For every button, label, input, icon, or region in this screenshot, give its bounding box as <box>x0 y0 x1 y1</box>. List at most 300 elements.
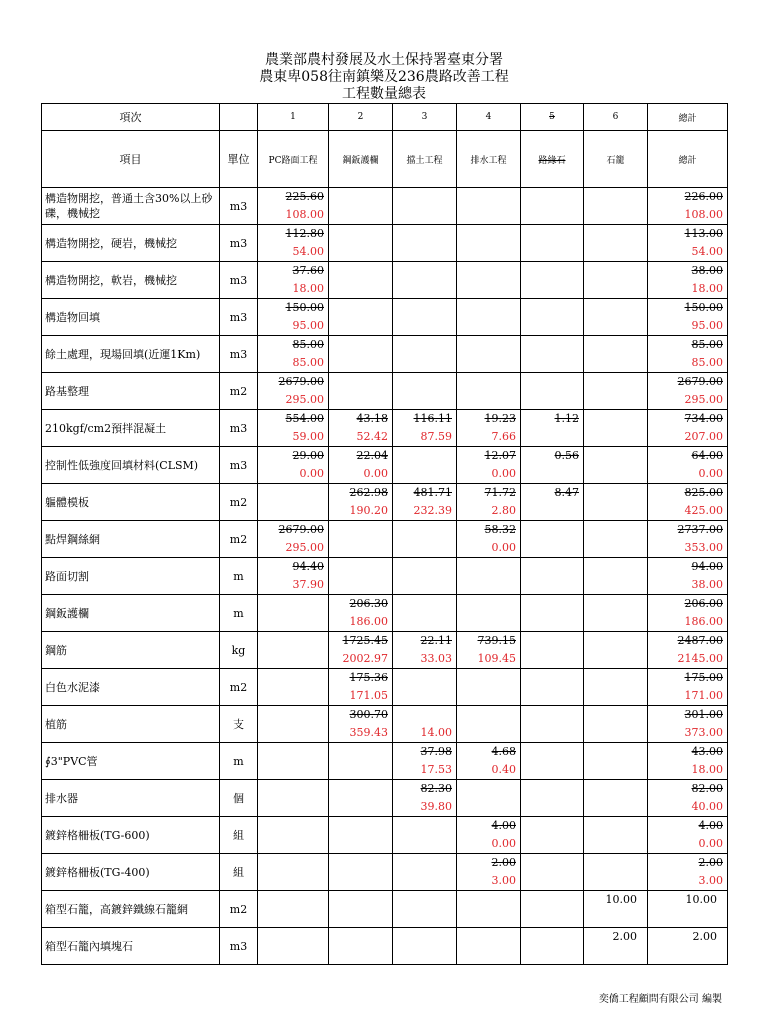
cell-old-value <box>521 299 583 317</box>
cell-c1 <box>258 410 329 447</box>
cell-c5 <box>521 558 584 595</box>
table-row <box>42 891 728 928</box>
cell-c1 <box>258 595 329 632</box>
header-col-4: 排水工程 <box>457 131 521 188</box>
cell-new-value <box>329 576 392 594</box>
cell-old-value: 226.00 <box>684 190 723 203</box>
cell-new-value <box>584 761 647 779</box>
cell-new-value <box>329 206 392 224</box>
cell-new-value <box>584 465 647 483</box>
cell-new-value <box>329 835 392 853</box>
row-item-name: 控制性低強度回填材料(CLSM) <box>42 447 220 484</box>
row-item-name: 白色水泥漆 <box>42 669 220 706</box>
cell-c5 <box>521 373 584 410</box>
cell-new-value: 0.00 <box>363 467 388 480</box>
cell-new-value: 37.90 <box>292 578 324 591</box>
cell-old-value <box>457 225 520 243</box>
cell-c1 <box>258 336 329 373</box>
cell-new-value: 3.00 <box>698 874 723 887</box>
cell-new-value: 40.00 <box>691 800 723 813</box>
cell-c6 <box>584 558 648 595</box>
header-col-total: 總計 <box>648 131 728 188</box>
row-item-name: 構造物開挖，軟岩，機械挖 <box>42 262 220 299</box>
cell-new-value <box>258 835 328 853</box>
cell-old-value <box>584 743 647 761</box>
row-unit: m2 <box>220 891 258 928</box>
cell-old-value: 94.40 <box>292 560 324 573</box>
cell-old-value: 175.00 <box>684 671 723 684</box>
row-unit: m2 <box>220 484 258 521</box>
cell-old-value: 1725.45 <box>342 634 388 647</box>
cell-c3 <box>393 928 457 965</box>
cell-new-value <box>584 280 647 298</box>
cell-c1 <box>258 188 329 225</box>
cell-new-value <box>521 391 583 409</box>
cell-old-value <box>521 336 583 354</box>
cell-c6 <box>584 410 648 447</box>
cell-new-value <box>521 946 583 964</box>
cell-new-value <box>457 391 520 409</box>
row-unit: 組 <box>220 854 258 891</box>
cell-old-value <box>258 891 328 909</box>
cell-c3 <box>393 299 457 336</box>
cell-tot <box>648 891 728 928</box>
cell-c2 <box>329 521 393 558</box>
cell-new-value <box>584 798 647 816</box>
cell-old-value <box>521 817 583 835</box>
cell-old-value: 12.07 <box>484 449 516 462</box>
cell-c4 <box>457 410 521 447</box>
cell-new-value <box>393 687 456 705</box>
cell-new-value: 54.00 <box>292 245 324 258</box>
cell-c1 <box>258 891 329 928</box>
cell-old-value <box>329 336 392 354</box>
cell-value: 10.00 <box>685 893 717 906</box>
cell-old-value <box>584 262 647 280</box>
table-row <box>42 188 728 225</box>
cell-new-value <box>584 502 647 520</box>
cell-new-value <box>258 798 328 816</box>
cell-new-value <box>393 909 456 927</box>
cell-c3 <box>393 225 457 262</box>
cell-old-value: 2679.00 <box>677 375 723 388</box>
cell-c2 <box>329 373 393 410</box>
cell-new-value <box>521 354 583 372</box>
cell-new-value: 14.00 <box>420 726 452 739</box>
cell-c2 <box>329 595 393 632</box>
cell-c5 <box>521 706 584 743</box>
cell-old-value <box>584 484 647 502</box>
cell-c3 <box>393 669 457 706</box>
cell-old-value <box>521 854 583 872</box>
cell-old-value <box>457 669 520 687</box>
cell-new-value <box>457 909 520 927</box>
row-unit: m3 <box>220 447 258 484</box>
cell-c5 <box>521 632 584 669</box>
cell-c1 <box>258 817 329 854</box>
cell-old-value <box>393 928 456 946</box>
cell-c6 <box>584 484 648 521</box>
cell-c6 <box>584 262 648 299</box>
row-unit: m3 <box>220 225 258 262</box>
cell-c1 <box>258 669 329 706</box>
cell-old-value: 29.00 <box>292 449 324 462</box>
cell-new-value: 17.53 <box>420 763 452 776</box>
cell-c3 <box>393 706 457 743</box>
row-item-name: 鋼鈑護欄 <box>42 595 220 632</box>
cell-c2 <box>329 262 393 299</box>
row-item-name: 軀體模板 <box>42 484 220 521</box>
cell-old-value: 0.56 <box>554 449 579 462</box>
row-unit: m3 <box>220 262 258 299</box>
header-row-numbers <box>42 104 728 131</box>
cell-new-value <box>457 354 520 372</box>
cell-old-value: 116.11 <box>413 412 452 425</box>
cell-c2 <box>329 891 393 928</box>
quantity-table <box>41 103 728 965</box>
cell-c1 <box>258 706 329 743</box>
cell-new-value: 95.00 <box>292 319 324 332</box>
cell-c2 <box>329 336 393 373</box>
row-item-name: 構造物開挖，硬岩，機械挖 <box>42 225 220 262</box>
cell-c2 <box>329 743 393 780</box>
cell-old-value <box>258 854 328 872</box>
cell-c2 <box>329 928 393 965</box>
row-unit: m3 <box>220 928 258 965</box>
cell-c6 <box>584 373 648 410</box>
cell-new-value: 54.00 <box>691 245 723 258</box>
cell-c6 <box>584 928 648 965</box>
cell-new-value <box>258 650 328 668</box>
cell-c5 <box>521 336 584 373</box>
cell-c2 <box>329 854 393 891</box>
cell-new-value: 108.00 <box>285 208 324 221</box>
cell-c5 <box>521 521 584 558</box>
cell-new-value <box>329 317 392 335</box>
cell-new-value <box>521 280 583 298</box>
header-col-2: 鋼鈑護欄 <box>329 131 393 188</box>
header-row-labels <box>42 131 728 188</box>
cell-c3 <box>393 373 457 410</box>
cell-c4 <box>457 484 521 521</box>
cell-old-value <box>329 188 392 206</box>
cell-new-value: 2145.00 <box>677 652 723 665</box>
cell-new-value: 59.00 <box>292 430 324 443</box>
cell-new-value: 359.43 <box>349 726 388 739</box>
cell-old-value: 19.23 <box>484 412 516 425</box>
cell-tot <box>648 262 728 299</box>
cell-old-value <box>457 299 520 317</box>
cell-old-value <box>584 521 647 539</box>
cell-old-value: 113.00 <box>684 227 723 240</box>
cell-c3 <box>393 447 457 484</box>
cell-new-value: 39.80 <box>420 800 452 813</box>
cell-c4 <box>457 299 521 336</box>
cell-new-value: 232.39 <box>413 504 452 517</box>
cell-new-value <box>258 613 328 631</box>
cell-old-value: 2679.00 <box>278 523 324 536</box>
row-item-name: 箱型石籠內填塊石 <box>42 928 220 965</box>
cell-new-value: 95.00 <box>691 319 723 332</box>
cell-old-value <box>584 780 647 798</box>
cell-new-value <box>521 909 583 927</box>
cell-old-value: 112.80 <box>285 227 324 240</box>
cell-old-value <box>584 558 647 576</box>
cell-old-value <box>457 706 520 724</box>
cell-old-value <box>584 373 647 391</box>
cell-new-value <box>457 798 520 816</box>
table-row <box>42 447 728 484</box>
cell-old-value: 38.00 <box>691 264 723 277</box>
cell-new-value: 373.00 <box>684 726 723 739</box>
cell-new-value <box>584 354 647 372</box>
cell-c6 <box>584 743 648 780</box>
table-row <box>42 484 728 521</box>
cell-old-value: 150.00 <box>684 301 723 314</box>
cell-old-value: 22.04 <box>356 449 388 462</box>
cell-new-value <box>329 946 392 964</box>
cell-new-value: 295.00 <box>684 393 723 406</box>
cell-old-value <box>258 780 328 798</box>
cell-new-value <box>521 724 583 742</box>
cell-new-value <box>521 539 583 557</box>
cell-old-value: 4.00 <box>491 819 516 832</box>
cell-old-value: 2737.00 <box>677 523 723 536</box>
cell-old-value <box>521 373 583 391</box>
row-unit: m2 <box>220 521 258 558</box>
cell-c4 <box>457 669 521 706</box>
cell-old-value: 206.30 <box>349 597 388 610</box>
row-unit: m2 <box>220 669 258 706</box>
cell-c2 <box>329 817 393 854</box>
header-col-6: 石籠 <box>584 131 648 188</box>
cell-tot <box>648 854 728 891</box>
cell-old-value <box>584 447 647 465</box>
header-num-4: 4 <box>457 104 521 131</box>
cell-new-value <box>521 835 583 853</box>
cell-old-value <box>258 817 328 835</box>
cell-new-value <box>457 243 520 261</box>
cell-old-value <box>584 188 647 206</box>
cell-c1 <box>258 225 329 262</box>
cell-old-value <box>521 262 583 280</box>
cell-new-value: 109.45 <box>477 652 516 665</box>
table-row <box>42 928 728 965</box>
cell-c3 <box>393 854 457 891</box>
header-num-6: 6 <box>584 104 648 131</box>
cell-old-value <box>521 928 583 946</box>
cell-new-value <box>521 243 583 261</box>
cell-old-value <box>584 817 647 835</box>
cell-new-value <box>329 354 392 372</box>
cell-old-value: 739.15 <box>477 634 516 647</box>
cell-c3 <box>393 780 457 817</box>
cell-new-value <box>329 798 392 816</box>
cell-old-value: 4.00 <box>698 819 723 832</box>
cell-new-value <box>584 650 647 668</box>
header-col-5 <box>521 131 584 188</box>
cell-c1 <box>258 262 329 299</box>
cell-old-value: 4.68 <box>491 745 516 758</box>
cell-c3 <box>393 262 457 299</box>
cell-old-value <box>393 225 456 243</box>
cell-new-value: 425.00 <box>684 504 723 517</box>
cell-new-value: 0.00 <box>299 467 324 480</box>
cell-old-value: 175.36 <box>349 671 388 684</box>
row-item-name: 構造物回填 <box>42 299 220 336</box>
row-item-name: 路基整理 <box>42 373 220 410</box>
cell-c5 <box>521 854 584 891</box>
cell-c6 <box>584 447 648 484</box>
cell-c6 <box>584 817 648 854</box>
cell-new-value <box>457 613 520 631</box>
cell-c4 <box>457 891 521 928</box>
cell-c3 <box>393 632 457 669</box>
cell-tot <box>648 299 728 336</box>
cell-old-value <box>584 854 647 872</box>
cell-new-value: 186.00 <box>349 615 388 628</box>
cell-tot <box>648 632 728 669</box>
cell-c6 <box>584 854 648 891</box>
cell-old-value <box>258 743 328 761</box>
cell-c6 <box>584 669 648 706</box>
cell-old-value <box>329 891 392 909</box>
cell-old-value: 64.00 <box>691 449 723 462</box>
row-item-name: 排水器 <box>42 780 220 817</box>
cell-new-value <box>393 354 456 372</box>
cell-c4 <box>457 373 521 410</box>
cell-c4 <box>457 225 521 262</box>
row-unit: m3 <box>220 336 258 373</box>
cell-new-value <box>584 687 647 705</box>
cell-c2 <box>329 484 393 521</box>
cell-new-value <box>393 280 456 298</box>
cell-old-value: 481.71 <box>413 486 452 499</box>
cell-old-value <box>521 706 583 724</box>
cell-c1 <box>258 558 329 595</box>
cell-c1 <box>258 780 329 817</box>
cell-new-value <box>329 761 392 779</box>
cell-old-value: 734.00 <box>684 412 723 425</box>
cell-old-value: 150.00 <box>285 301 324 314</box>
cell-new-value <box>584 317 647 335</box>
row-unit: 組 <box>220 817 258 854</box>
document-title-project: 農東卑058往南鎮樂及236農路改善工程 <box>259 69 509 85</box>
cell-c5 <box>521 188 584 225</box>
table-row <box>42 299 728 336</box>
cell-c3 <box>393 484 457 521</box>
cell-old-value <box>393 891 456 909</box>
cell-new-value: 52.42 <box>356 430 388 443</box>
cell-old-value <box>521 188 583 206</box>
cell-c3 <box>393 817 457 854</box>
cell-c4 <box>457 632 521 669</box>
cell-old-value: 2.00 <box>698 856 723 869</box>
cell-old-value: 85.00 <box>292 338 324 351</box>
cell-c4 <box>457 743 521 780</box>
header-num-2: 2 <box>329 104 393 131</box>
table-row <box>42 780 728 817</box>
cell-old-value: 825.00 <box>684 486 723 499</box>
header-blank <box>220 104 258 131</box>
cell-c6 <box>584 780 648 817</box>
header-col-5-text: 路緣石 <box>538 155 566 166</box>
cell-new-value: 190.20 <box>349 504 388 517</box>
cell-c2 <box>329 188 393 225</box>
cell-c4 <box>457 558 521 595</box>
cell-old-value: 22.11 <box>420 634 452 647</box>
row-item-name: 植筋 <box>42 706 220 743</box>
cell-new-value <box>457 317 520 335</box>
cell-old-value: 2487.00 <box>677 634 723 647</box>
cell-new-value <box>393 317 456 335</box>
cell-old-value <box>393 558 456 576</box>
cell-old-value: 43.00 <box>691 745 723 758</box>
cell-new-value: 33.03 <box>420 652 452 665</box>
table-row <box>42 262 728 299</box>
cell-old-value <box>329 373 392 391</box>
cell-new-value <box>521 798 583 816</box>
table-row <box>42 854 728 891</box>
row-item-name: 鍍鋅格柵板(TG-400) <box>42 854 220 891</box>
row-item-name: 點焊鋼絲網 <box>42 521 220 558</box>
cell-c4 <box>457 706 521 743</box>
cell-new-value <box>329 243 392 261</box>
cell-old-value <box>393 817 456 835</box>
cell-new-value: 87.59 <box>420 430 452 443</box>
row-item-name: 構造物開挖，普通土含30%以上砂礫，機械挖 <box>42 188 220 225</box>
cell-c3 <box>393 410 457 447</box>
cell-new-value <box>521 687 583 705</box>
cell-c1 <box>258 743 329 780</box>
cell-c5 <box>521 743 584 780</box>
cell-new-value: 295.00 <box>285 541 324 554</box>
cell-old-value <box>521 595 583 613</box>
cell-new-value: 186.00 <box>684 615 723 628</box>
row-item-name: 箱型石籠，高鍍鋅鐵線石籠網 <box>42 891 220 928</box>
cell-tot <box>648 928 728 965</box>
cell-old-value: 82.30 <box>420 782 452 795</box>
cell-old-value <box>258 632 328 650</box>
row-item-name: 鍍鋅格柵板(TG-600) <box>42 817 220 854</box>
cell-old-value <box>258 669 328 687</box>
cell-new-value <box>329 909 392 927</box>
cell-new-value: 108.00 <box>684 208 723 221</box>
cell-new-value <box>457 280 520 298</box>
cell-new-value <box>584 724 647 742</box>
cell-tot <box>648 336 728 373</box>
cell-c6 <box>584 891 648 928</box>
cell-tot <box>648 595 728 632</box>
table-body <box>42 188 728 965</box>
cell-new-value: 18.00 <box>691 763 723 776</box>
cell-new-value <box>393 391 456 409</box>
cell-old-value <box>329 225 392 243</box>
cell-new-value <box>521 613 583 631</box>
cell-new-value <box>258 909 328 927</box>
cell-value: 2.00 <box>692 930 717 943</box>
cell-old-value <box>329 558 392 576</box>
row-item-name: 鋼筋 <box>42 632 220 669</box>
cell-old-value <box>521 743 583 761</box>
cell-new-value <box>258 502 328 520</box>
cell-c5 <box>521 262 584 299</box>
cell-new-value <box>329 280 392 298</box>
cell-old-value <box>329 521 392 539</box>
cell-old-value: 2.00 <box>491 856 516 869</box>
cell-old-value: 262.98 <box>349 486 388 499</box>
table-row <box>42 373 728 410</box>
